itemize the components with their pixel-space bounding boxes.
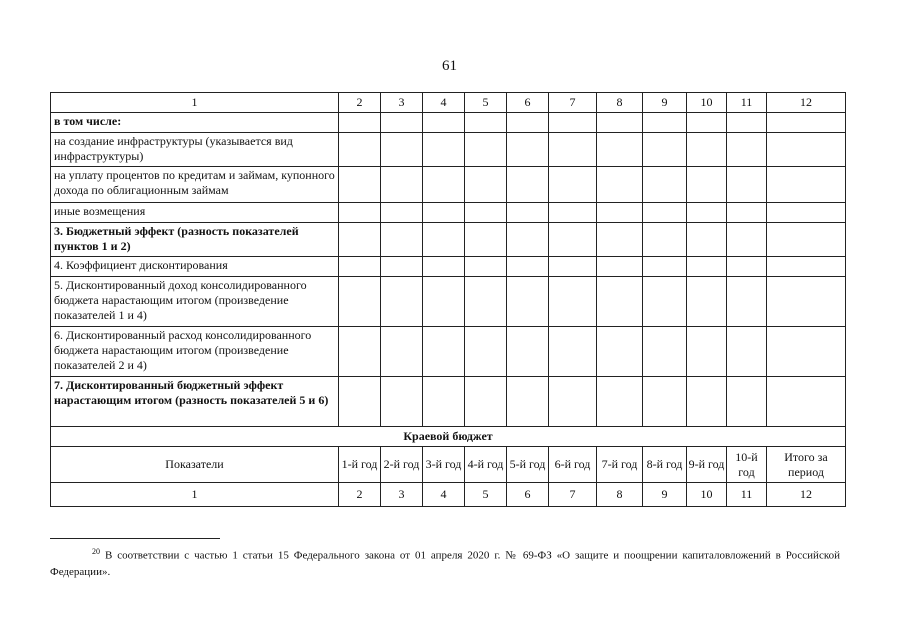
- page-number: 61: [442, 58, 457, 74]
- table-row: [51, 203, 846, 223]
- header-cell: 10: [687, 93, 727, 113]
- table-row: [51, 277, 846, 327]
- row-label: на создание инфраструктуры (указывается вид инфраструктуры): [51, 133, 339, 167]
- number-cell: 10: [687, 483, 727, 507]
- year-header: 7-й год: [597, 447, 643, 483]
- year-header: 1-й год: [339, 447, 381, 483]
- table-row: [51, 133, 846, 167]
- number-cell: 4: [423, 483, 465, 507]
- table-row: [51, 167, 846, 203]
- row-label: 6. Дисконтированный расход консолидированного бюджета нарастающим итогом (произведение показателей 2 и 4): [51, 327, 339, 377]
- row-label: на уплату процентов по кредитам и займам, купонного дохода по облигационным займам: [51, 167, 339, 203]
- row-label: 4. Коэффициент дисконтирования: [51, 257, 339, 277]
- year-header: 3-й год: [423, 447, 465, 483]
- footnote-text: В соответствии с частью 1 статьи 15 Федерального закона от 01 апреля 2020 г. № 69-ФЗ «О защите и поощрении капиталовложений в Российской Федерации».: [50, 549, 841, 578]
- year-header: 8-й год: [643, 447, 687, 483]
- row-label: 3. Бюджетный эффект (разность показателей пунктов 1 и 2): [51, 223, 339, 257]
- row-label: в том числе:: [51, 113, 339, 133]
- number-cell: 11: [727, 483, 767, 507]
- header-cell: 9: [643, 93, 687, 113]
- year-header: 10-й год: [727, 447, 767, 483]
- footnote: [50, 546, 840, 581]
- row-label: 5. Дисконтированный доход консолидированного бюджета нарастающим итогом (произведение показателей 1 и 4): [51, 277, 339, 327]
- table-row: [51, 377, 846, 427]
- header-cell: 8: [597, 93, 643, 113]
- number-cell: 6: [507, 483, 549, 507]
- number-cell: 5: [465, 483, 507, 507]
- table-row: [51, 257, 846, 277]
- table-row: [51, 223, 846, 257]
- number-cell: 7: [549, 483, 597, 507]
- header-cell: 5: [465, 93, 507, 113]
- table-header-row: [51, 93, 846, 113]
- header-cell: 4: [423, 93, 465, 113]
- header-cell: 12: [767, 93, 846, 113]
- year-header: 5-й год: [507, 447, 549, 483]
- number-cell: 3: [381, 483, 423, 507]
- number-cell: 9: [643, 483, 687, 507]
- number-cell: 2: [339, 483, 381, 507]
- header-cell: 1: [51, 93, 339, 113]
- row-label: 7. Дисконтированный бюджетный эффект нарастающим итогом (разность показателей 5 и 6): [51, 377, 339, 427]
- table-row: [51, 113, 846, 133]
- year-header: 2-й год: [381, 447, 423, 483]
- section-title: Краевой бюджет: [51, 427, 846, 447]
- budget-effect-table: [50, 92, 846, 507]
- year-header: 4-й год: [465, 447, 507, 483]
- header-cell: 7: [549, 93, 597, 113]
- header-cell: 6: [507, 93, 549, 113]
- footnote-mark: 20: [92, 547, 100, 556]
- number-cell: 8: [597, 483, 643, 507]
- footnote-divider: [50, 538, 220, 539]
- header-cell: 11: [727, 93, 767, 113]
- regional-number-row: [51, 483, 846, 507]
- total-header: Итого за период: [767, 447, 846, 483]
- number-cell: 12: [767, 483, 846, 507]
- row-label: иные возмещения: [51, 203, 339, 223]
- regional-header-row: [51, 447, 846, 483]
- indicators-header: Показатели: [51, 447, 339, 483]
- header-cell: 3: [381, 93, 423, 113]
- table-row: [51, 327, 846, 377]
- year-header: 9-й год: [687, 447, 727, 483]
- number-cell: 1: [51, 483, 339, 507]
- header-cell: 2: [339, 93, 381, 113]
- year-header: 6-й год: [549, 447, 597, 483]
- section-row: [51, 427, 846, 447]
